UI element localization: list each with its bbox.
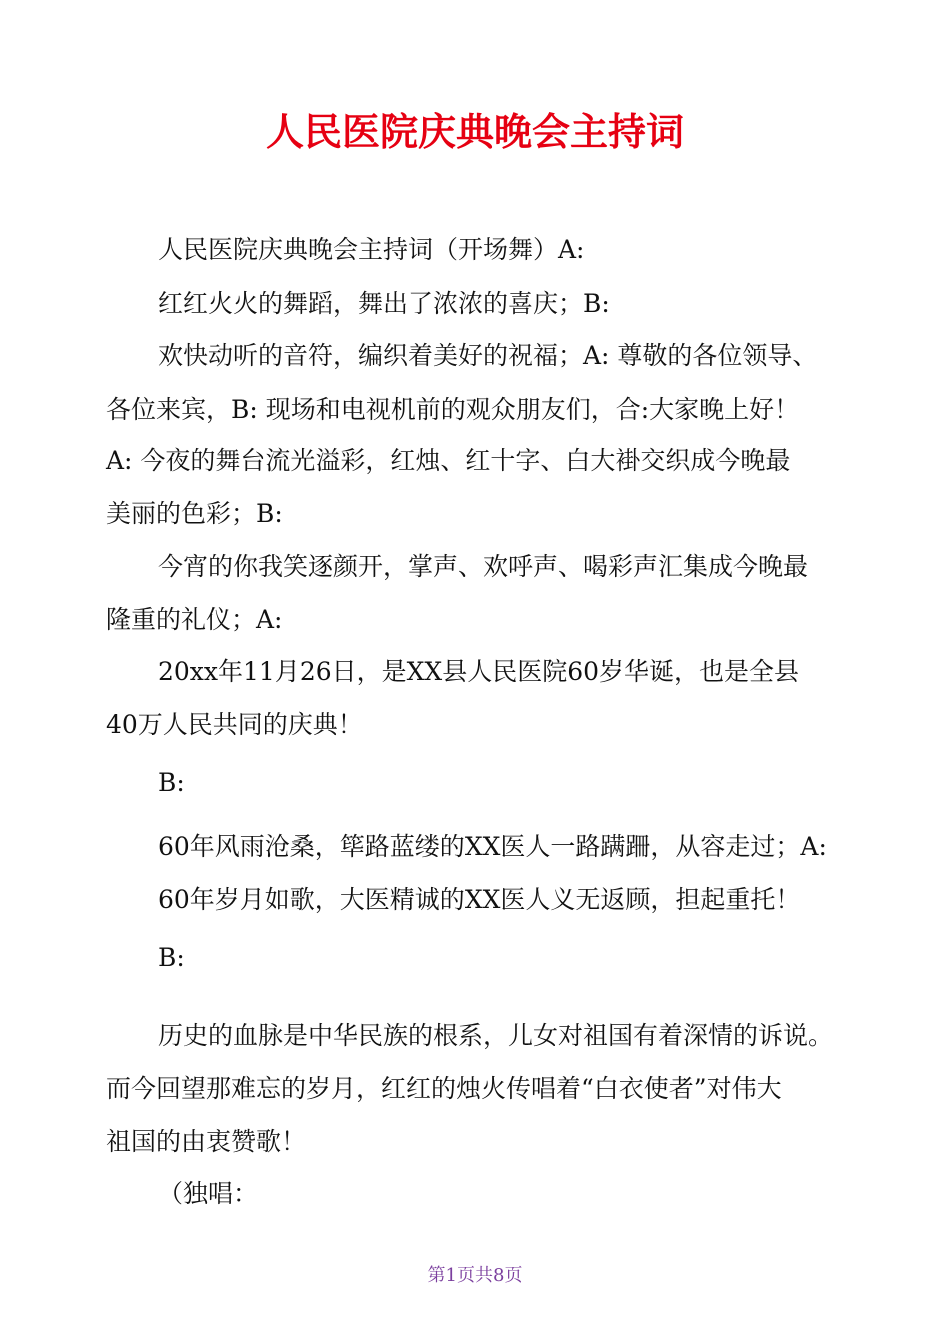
body-line: 历史的血脉是中华民族的根系，儿女对祖国有着深情的诉说。 — [158, 1021, 834, 1050]
body-line: 人民医院庆典晚会主持词（开场舞）A: — [158, 235, 585, 264]
body-line: 美丽的色彩；B: — [106, 499, 283, 528]
body-line: B: — [158, 768, 185, 797]
body-line: 20xx年11月26日，是XX县人民医院60岁华诞，也是全县 — [158, 657, 800, 686]
body-line: 60年岁月如歌，大医精诚的XX医人义无返顾，担起重托！ — [158, 885, 801, 914]
body-line: 各位来宾，B: 现场和电视机前的观众朋友们，合:大家晚上好！ — [106, 395, 800, 424]
body-line: 欢快动听的音符，编织着美好的祝福；A: 尊敬的各位领导、 — [158, 341, 818, 370]
body-line: （独唱： — [158, 1179, 259, 1208]
body-line: 而今回望那难忘的岁月，红红的烛火传唱着“白衣使者”对伟大 — [106, 1074, 782, 1103]
body-line: 60年风雨沧桑，筚路蓝缕的XX医人一路蹒跚，从容走过；A: — [158, 832, 827, 861]
body-line: A: 今夜的舞台流光溢彩，红烛、红十字、白大褂交织成今晚最 — [106, 446, 791, 475]
body-line: 隆重的礼仪；A: — [106, 605, 283, 634]
body-line: 40万人民共同的庆典！ — [106, 710, 363, 739]
page-title: 人民医院庆典晚会主持词 — [265, 109, 684, 154]
body-line: 今宵的你我笑逐颜开，掌声、欢呼声、喝彩声汇集成今晚最 — [158, 552, 809, 581]
body-line: B: — [158, 943, 185, 972]
body-line: 红红火火的舞蹈，舞出了浓浓的喜庆；B: — [158, 289, 610, 318]
body-line: 祖国的由衷赞歌！ — [106, 1127, 307, 1156]
page-footer: 第1页共8页 — [427, 1265, 523, 1286]
